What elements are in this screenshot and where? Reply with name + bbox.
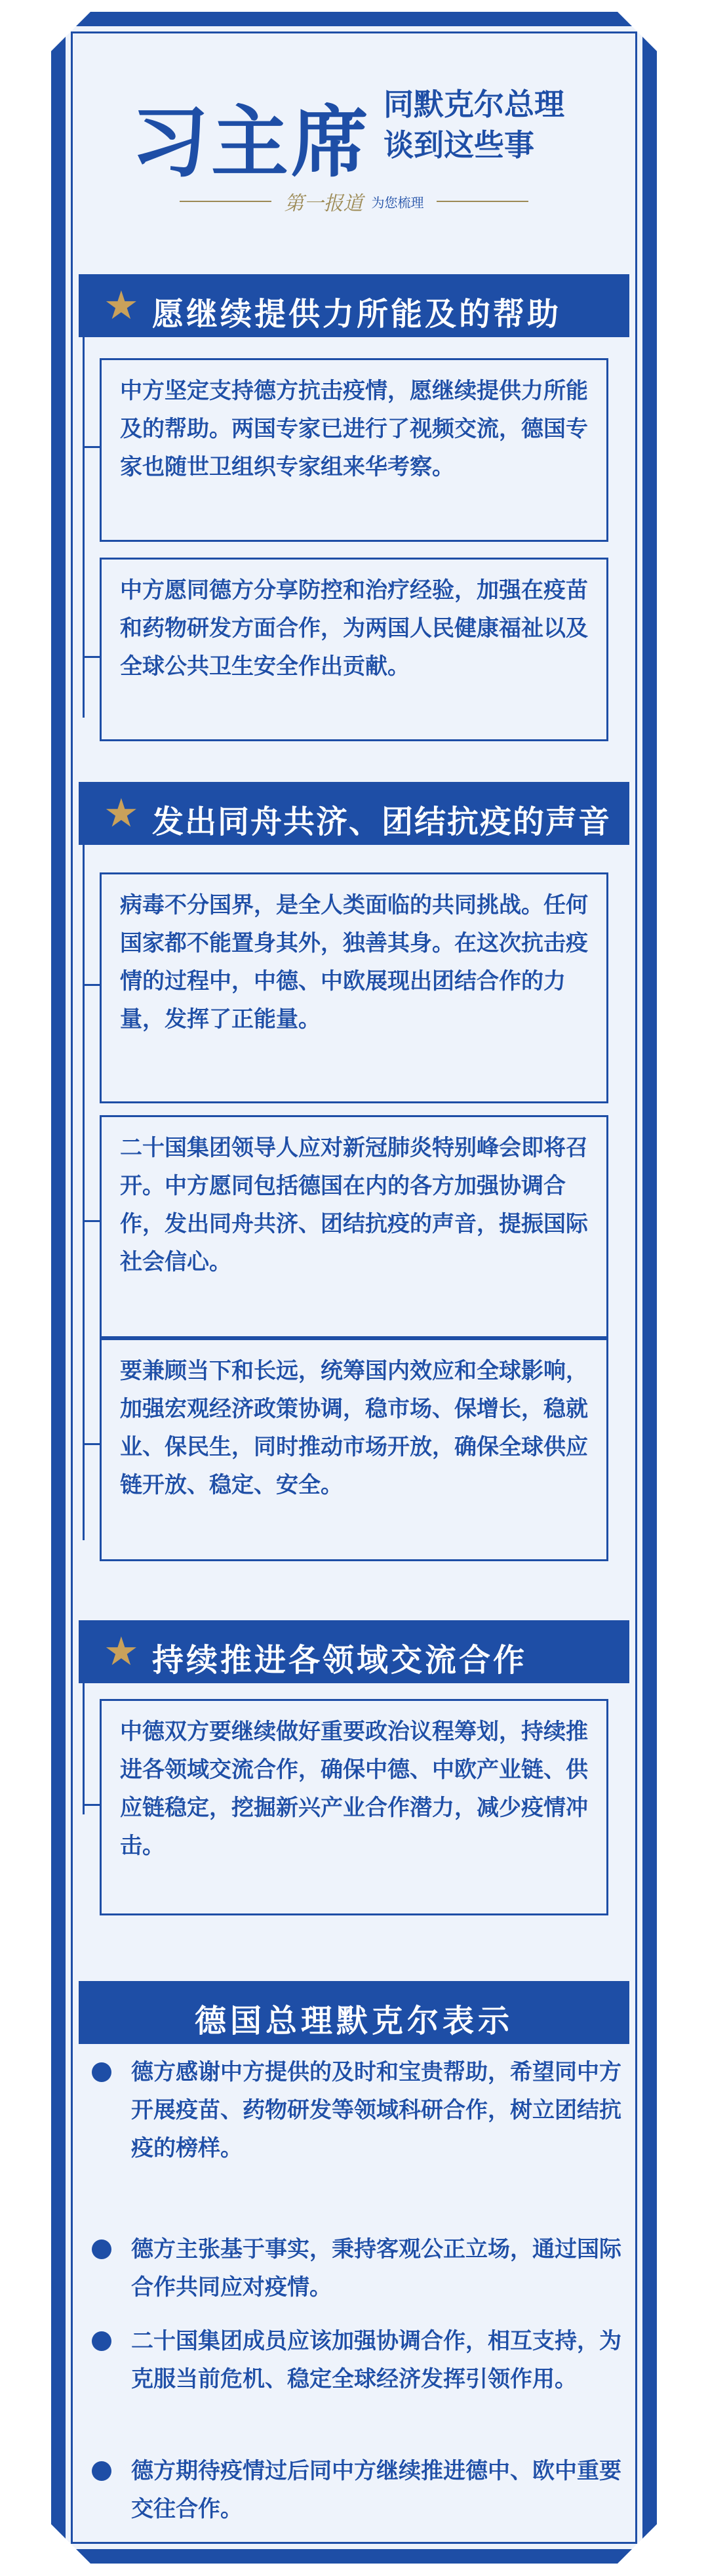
section-title: 发出同舟共济、团结抗疫的声音 — [152, 804, 612, 840]
list-item — [92, 2230, 623, 2306]
star-icon: ★ — [104, 283, 139, 329]
list-item-text: 二十国集团成员应该加强协调合作，相互支持，为克服当前危机、稳定全球经济发挥引领作用。 — [131, 2328, 621, 2392]
subtitle-line-1: 同默克尔总理 — [384, 87, 564, 122]
list-item — [92, 2452, 623, 2528]
section-title: 持续推进各领域交流合作 — [152, 1642, 528, 1679]
brand-suffix: 为您梳理 — [371, 194, 424, 211]
connector-tick — [83, 984, 100, 986]
connector-tick — [83, 446, 100, 448]
frame-corner — [51, 12, 90, 51]
connector-tick — [83, 1443, 100, 1445]
paragraph-box: 中方坚定支持德方抗击疫情，愿继续提供力所能及的帮助。两国专家已进行了视频交流，德国专家也随世卫组织专家组来华考察。 — [100, 358, 608, 542]
divider — [437, 201, 528, 202]
connector-line — [83, 845, 85, 1540]
bullet-icon — [92, 2062, 111, 2082]
paragraph-box: 病毒不分国界，是全人类面临的共同挑战。任何国家都不能置身其外，独善其身。在这次抗击疫情的过程中，中德、中欧展现出团结合作的力量，发挥了正能量。 — [100, 872, 608, 1103]
frame-corner — [51, 2524, 90, 2564]
page-title: 习主席 — [131, 96, 372, 188]
frame-corner — [618, 2524, 657, 2564]
paragraph-box: 要兼顾当下和长远，统筹国内效应和全球影响，加强宏观经济政策协调，稳市场、保增长，稳就业、保民生，同时推动市场开放，确保全球供应链开放、稳定、安全。 — [100, 1338, 608, 1561]
section-title: 德国总理默克尔表示 — [194, 2003, 513, 2039]
list-item — [92, 2053, 623, 2167]
section-heading-2 — [79, 782, 629, 845]
section-heading-1 — [79, 274, 629, 337]
connector-line — [83, 337, 85, 718]
connector-line — [83, 1683, 85, 1814]
page-subtitle — [384, 84, 600, 165]
paragraph-box: 中方愿同德方分享防控和治疗经验，加强在疫苗和药物研发方面合作，为两国人民健康福祉以及全球公共卫生安全作出贡献。 — [100, 558, 608, 741]
subtitle-line-2: 谈到这些事 — [384, 127, 534, 163]
paragraph-box: 二十国集团领导人应对新冠肺炎特别峰会即将召开。中方愿同包括德国在内的各方加强协调合作，发出同舟共济、团结抗疫的声音，提振国际社会信心。 — [100, 1115, 608, 1338]
list-item-text: 德方期待疫情过后同中方继续推进德中、欧中重要交往合作。 — [131, 2458, 621, 2522]
list-item-text: 德方主张基于事实，秉持客观公正立场，通过国际合作共同应对疫情。 — [131, 2236, 621, 2300]
connector-tick — [83, 1804, 100, 1806]
page-header — [66, 66, 642, 215]
section-heading-3 — [79, 1620, 629, 1683]
byline — [66, 187, 642, 216]
connector-tick — [83, 1220, 100, 1222]
bullet-icon — [92, 2239, 111, 2259]
star-icon: ★ — [104, 790, 139, 836]
divider — [180, 201, 271, 202]
list-item-text: 德方感谢中方提供的及时和宝贵帮助，希望同中方开展疫苗、药物研发等领域科研合作，树立团结抗疫的榜样。 — [131, 2059, 621, 2161]
section-title: 愿继续提供力所能及的帮助 — [152, 296, 562, 333]
bullet-icon — [92, 2331, 111, 2351]
list-item — [92, 2322, 623, 2398]
brand-name: 第一报道 — [284, 192, 363, 215]
paragraph-box: 中德双方要继续做好重要政治议程筹划，持续推进各领域交流合作，确保中德、中欧产业链、供应链稳定，挖掘新兴产业合作潜力，减少疫情冲击。 — [100, 1699, 608, 1915]
star-icon: ★ — [104, 1629, 139, 1675]
connector-tick — [83, 656, 100, 658]
bullet-icon — [92, 2461, 111, 2481]
frame-corner — [618, 12, 657, 51]
merkel-heading — [79, 1981, 629, 2044]
